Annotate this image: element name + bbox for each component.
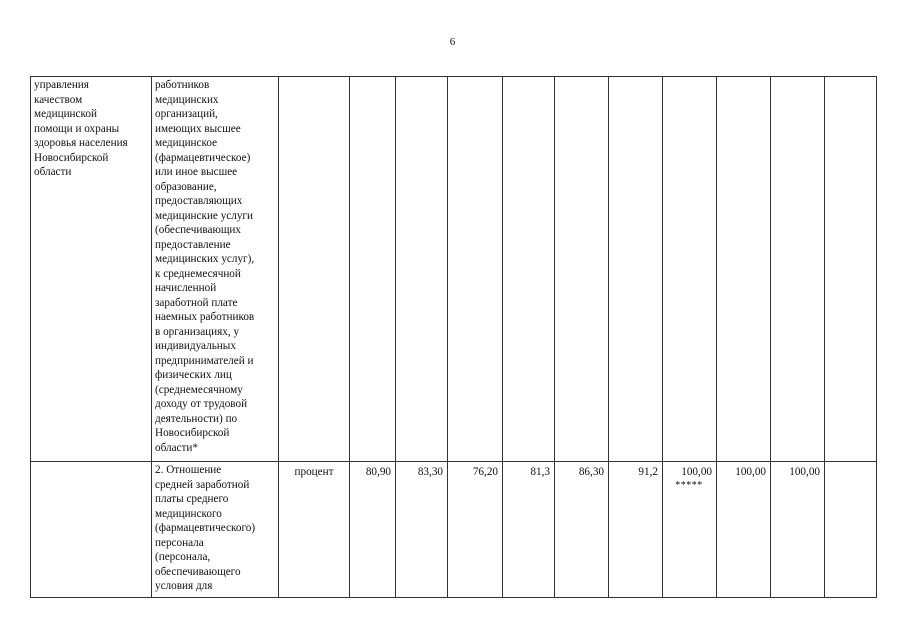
text-line: управления (34, 79, 89, 91)
value-cell (825, 77, 877, 462)
unit-cell (279, 77, 350, 462)
text-line: организаций, (155, 108, 218, 120)
value-cell (663, 77, 717, 462)
responsible-body-cell (31, 77, 152, 462)
text-line: доходу от трудовой (155, 398, 248, 410)
text-line: (фармацевтического) (155, 522, 256, 534)
value-cell (350, 77, 396, 462)
text-line: заработной плате (155, 296, 238, 309)
value-cell: 91,2 (609, 462, 663, 598)
text-line: имеющих высшее (155, 122, 241, 135)
text-line: физических лиц (155, 369, 232, 381)
text-line: медицинской (34, 108, 97, 120)
text-line: 2. Отношение (155, 464, 222, 476)
text-line: Новосибирской (155, 427, 230, 439)
value-cell (448, 77, 503, 462)
text-line: в организациях, у (155, 325, 240, 338)
value-cell (663, 462, 717, 598)
text-line: медицинских (155, 93, 219, 106)
text-line: предоставляющих (155, 195, 243, 207)
value-cell (609, 77, 663, 462)
text-line: обеспечивающего (155, 565, 241, 578)
responsible-body-cell (31, 462, 152, 598)
text-line: (фармацевтическое) (155, 151, 251, 164)
text-line: (среднемесячному (155, 383, 243, 396)
text-line: предпринимателей и (155, 354, 254, 367)
value-cell: 86,30 (555, 462, 609, 598)
value-cell (396, 77, 448, 462)
value-cell (555, 77, 609, 462)
text-line: деятельности) по (155, 412, 238, 425)
text-line: медицинского (155, 507, 222, 520)
text-line: платы среднего (155, 493, 229, 505)
text-line: качеством (34, 93, 83, 106)
text-line: образование, (155, 180, 217, 193)
unit-cell: процент (279, 462, 350, 598)
text-line: области (34, 166, 72, 178)
indicators-table (30, 76, 877, 598)
text-line: средней заработной (155, 478, 250, 491)
text-line: или иное высшее (155, 166, 238, 178)
text-line: медицинских услуг), (155, 253, 255, 265)
text-line: помощи и охраны (34, 122, 120, 135)
value-text: 100,00 (681, 466, 712, 478)
value-cell: 100,00 (771, 462, 825, 598)
value-cell (503, 77, 555, 462)
value-cell (717, 77, 771, 462)
value-cell: 80,90 (350, 462, 396, 598)
text-line: здоровья населения (34, 137, 128, 149)
text-line: (обеспечивающих (155, 224, 242, 236)
text-line: Новосибирской (34, 151, 109, 164)
table-row (31, 462, 877, 598)
page-number: 6 (449, 36, 456, 48)
text-line: предоставление (155, 238, 231, 251)
text-line: индивидуальных (155, 340, 236, 352)
value-cell: 76,20 (448, 462, 503, 598)
text-line: персонала (155, 536, 204, 549)
text-line: работников (155, 79, 210, 91)
text-line: наемных работников (155, 311, 255, 323)
text-line: медицинские услуги (155, 209, 253, 222)
text-line: к среднемесячной (155, 267, 241, 280)
text-line: области* (155, 441, 198, 454)
value-cell: 81,3 (503, 462, 555, 598)
value-cell: 83,30 (396, 462, 448, 598)
indicator-name-cell (152, 462, 279, 598)
text-line: медицинское (155, 137, 218, 149)
indicator-name-cell (152, 77, 279, 462)
text-line: (персонала, (155, 551, 211, 563)
text-line: условия для (155, 580, 213, 592)
text-line: начисленной (155, 282, 217, 294)
table-row (31, 77, 877, 462)
value-cell: 100,00 (717, 462, 771, 598)
value-cell (771, 77, 825, 462)
footnote-mark: ***** (675, 479, 703, 491)
value-cell (825, 462, 877, 598)
